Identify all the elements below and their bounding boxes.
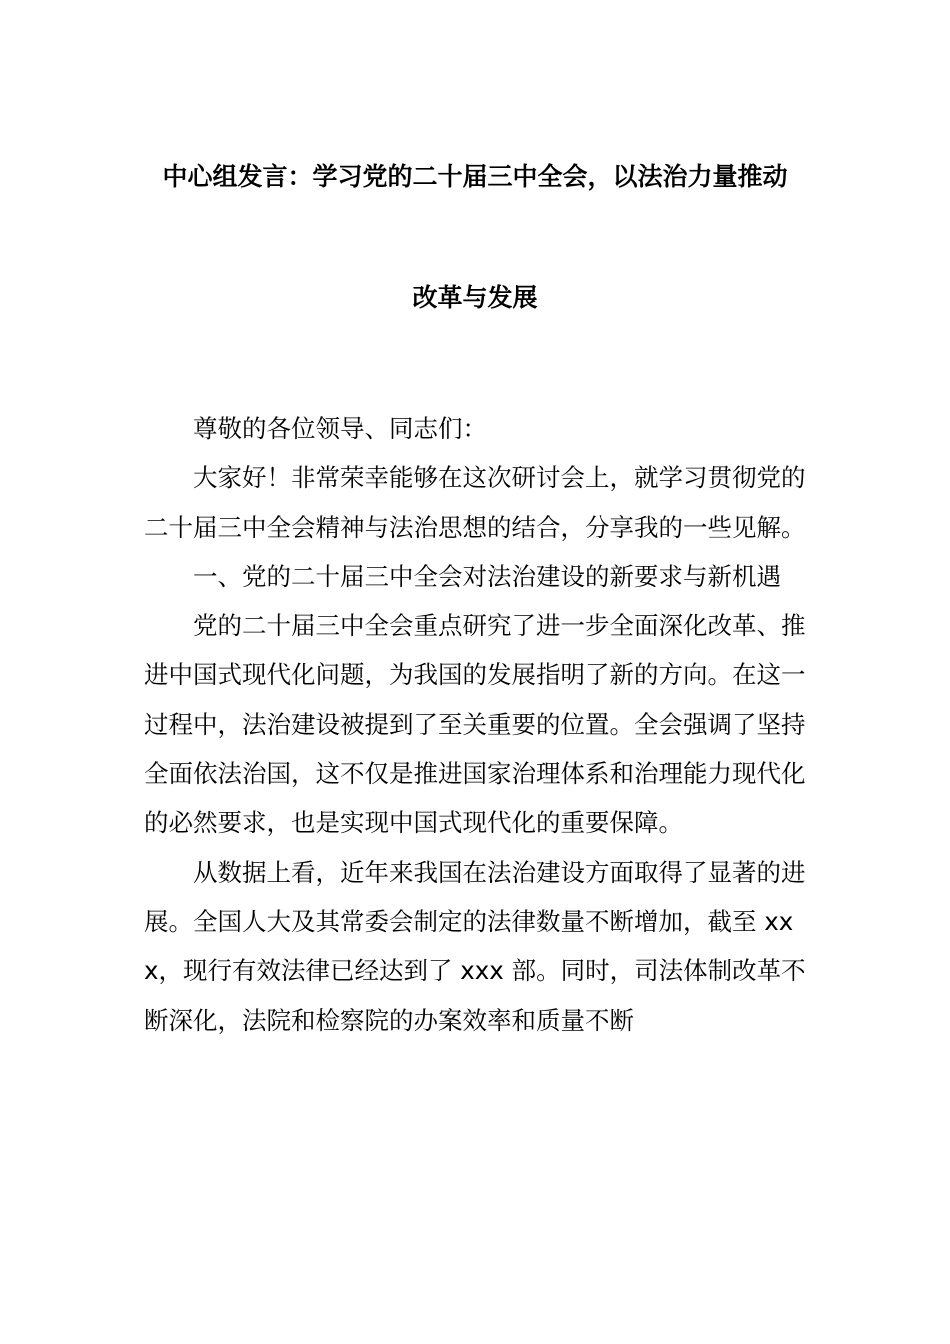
body-paragraph: 党的二十届三中全会重点研究了进一步全面深化改革、推进中国式现代化问题，为我国的发展指明了新的方向。在这一过程中，法治建设被提到了至关重要的位置。全会强调了坚持全面依法治国，这不仅是推进国家治理体系和治理能力现代化的必然要求，也是实现中国式现代化的重要保障。: [144, 611, 806, 838]
document-title-line-2: 改革与发展: [412, 283, 538, 312]
document-body: [144, 404, 824, 1045]
greeting-paragraph: 大家好！非常荣幸能够在这次研讨会上，就学习贯彻党的二十届三中全会精神与法治思想的结合，分享我的一些见解。: [144, 463, 806, 542]
document-title-line-1: 中心组发言：学习党的二十届三中全会，以法治力量推动: [162, 162, 788, 191]
section-heading: 一、党的二十届三中全会对法治建设的新要求与新机遇: [193, 561, 781, 591]
salutation-paragraph: 尊敬的各位领导、同志们：: [193, 414, 487, 443]
body-paragraph: 从数据上看，近年来我国在法治建设方面取得了显著的进展。全国人大及其常委会制定的法律数量不断增加，截至 xxx，现行有效法律已经达到了 xxx 部。同时，司法体制改革不断深化，法院和检察院的办案效率和质量不断: [144, 857, 806, 1035]
